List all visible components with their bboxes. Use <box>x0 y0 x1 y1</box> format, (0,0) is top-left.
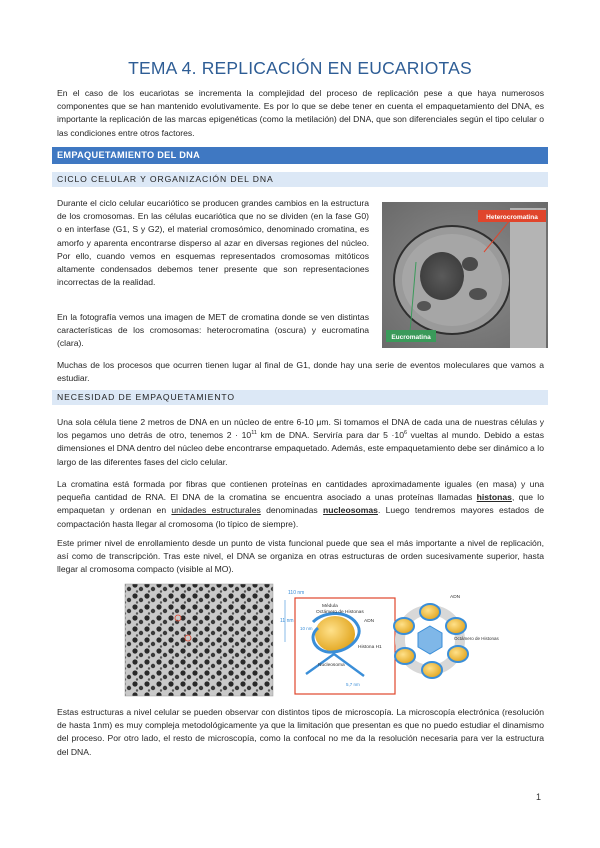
subsection-heading-ciclo-celular: CICLO CELULAR Y ORGANIZACIÓN DEL DNA <box>52 172 548 187</box>
text-run: , que lo empaquetan y ordenan en <box>57 492 544 516</box>
text-run: . Luego tendremos mayores estados de compactación hasta llegar al cromosoma (lo típico de siempre). <box>57 505 544 529</box>
necesidad-paragraph-3: Este primer nivel de enrollamiento desde un punto de vista funcional puede que sea el más importante a nivel de replicación, así como de transcripción. Tras este nivel, el DNA se organiza en otras estructuras de orden sucesivamente superior, hasta llegar al cromosoma compacto (visible al MO). <box>57 538 544 575</box>
label-histona-h1: Histona H1 <box>358 645 382 650</box>
solenoid-illustration <box>394 604 468 678</box>
text-run: Una sola célula tiene 2 metros de DNA en un núcleo de entre 6-10 μm. Si tomamos el DNA de cada una de nuestras células y los pegamos uno detrás de otro, tenemos 2 · 10 <box>57 417 544 441</box>
term-histonas: histonas <box>476 492 512 503</box>
necesidad-paragraph-1 <box>57 416 544 469</box>
nucleosome-figure <box>120 582 499 698</box>
solenoid-nucleosome <box>422 662 442 678</box>
solenoid-nucleosome <box>395 648 415 664</box>
dimension-5-7nm: 5,7 nm <box>346 682 360 687</box>
solenoid-core <box>418 626 442 654</box>
section-heading-empaquetamiento: EMPAQUETAMIENTO DEL DNA <box>52 147 548 164</box>
text-run: denominadas <box>260 505 324 516</box>
term-nucleosomas: nucleosomas <box>323 505 378 516</box>
subsection-heading-necesidad: NECESIDAD DE EMPAQUETAMIENTO <box>52 390 548 405</box>
solenoid-nucleosome <box>394 618 414 634</box>
term-unidades-estructurales: unidades estructurales <box>171 505 261 516</box>
chromatin-em-image <box>125 584 273 696</box>
heterochromatin-spot <box>417 301 431 311</box>
label-octamero-right: Octámero de Histonas <box>454 636 499 641</box>
dimension-10nm: 10 nm <box>300 626 313 631</box>
chromatin-tem-figure <box>382 202 548 348</box>
page-title: TEMA 4. REPLICACIÓN EN EUCARIOTAS <box>128 58 472 78</box>
label-medula: Médula <box>322 604 338 609</box>
microscopia-paragraph: Estas estructuras a nivel celular se pueden observar con distintos tipos de microscopía. La microscopía electrónica (resolución de hasta 1nm) es muy compleja metodológicamente ya que la limitación que presentan es que no puedo estudiar el dinamismo del proceso. Por otro lado, el resto de microscopía, como la confocal no me da la resolución necesaria para ver la estructura del DNA. <box>57 707 544 757</box>
ciclo-paragraph-1: Durante el ciclo celular eucariótico se producen grandes cambios en la estructura de los cromosomas. En las células eucariótica que no se dividen (en la fase G0) o en interfase (G1, S y G2), el material cromosómico, denominado cromatina, es amorfo y aparenta encontrarse disperso al azar en diversas regiones del núcleo. Por ello, cuando vemos en esquemas representados cromosomas mitóticos altamente condensados debemos tener presente que son representaciones incorrectas de la realidad. <box>57 198 369 288</box>
heterochromatin-spot <box>462 257 478 271</box>
solenoid-nucleosome <box>446 618 466 634</box>
necesidad-paragraph-2 <box>57 478 544 531</box>
text-run: La cromatina está formada por fibras que contienen proteínas en cantidades aproximadamente iguales (en masa) y una pequeña cantidad de RNA. El DNA de la cromatina se encuentra asociado a unas proteínas llamadas <box>57 479 544 503</box>
solenoid-nucleosome <box>448 646 468 662</box>
euchromatin-label: Eucromatina <box>391 334 431 341</box>
page-number: 1 <box>536 792 542 802</box>
scale-label-side: 11 nm <box>280 618 294 624</box>
ciclo-paragraph-2: En la fotografía vemos una imagen de MET de cromatina donde se ven distintas características de los cromosomas: heterocromatina (oscura) y eucromatina (clara). <box>57 312 369 349</box>
text-run: km de DNA. Serviría para dar 5 ·10 <box>256 430 404 441</box>
label-adn-right: ADN <box>450 595 461 600</box>
label-adn: ADN <box>364 619 375 624</box>
label-nucleosoma: Nucleosoma <box>318 663 345 668</box>
text-run: vueltas al mundo. Debido a estas dimensiones el DNA dentro del núcleo debe encontrarse empaquetado. Además, este empaquetamiento debe ser dinámico a lo largo de las diferentes fases del ciclo celular. <box>57 430 544 467</box>
cytoplasm-region <box>510 208 546 348</box>
solenoid-nucleosome <box>420 604 440 620</box>
scale-label-top: 110 nm <box>288 590 305 596</box>
heterochromatin-spot <box>469 288 487 300</box>
heterochromatin-label: Heterocromatina <box>486 214 538 221</box>
ciclo-paragraph-3: Muchas de los procesos que ocurren tienen lugar al final de G1, donde hay una serie de eventos moleculares que vamos a estudiar. <box>57 360 544 384</box>
exponent: 6 <box>403 430 408 437</box>
exponent: 11 <box>251 430 257 437</box>
nucleolus <box>420 252 464 300</box>
label-octamero: Octámero de Histonas <box>316 610 364 615</box>
intro-paragraph: En el caso de los eucariotas se incrementa la complejidad del proceso de replicación pese a que haya numerosos componentes que se han mantenido evolutivamente. Es por lo que se debe tener en cuenta el empaquetamiento del DNA, es importante la replicación de las marcas epigenéticas (como la metilación) del DNA, que son diferenciales según el tipo celular o las condiciones entre otros factores. <box>57 88 544 138</box>
